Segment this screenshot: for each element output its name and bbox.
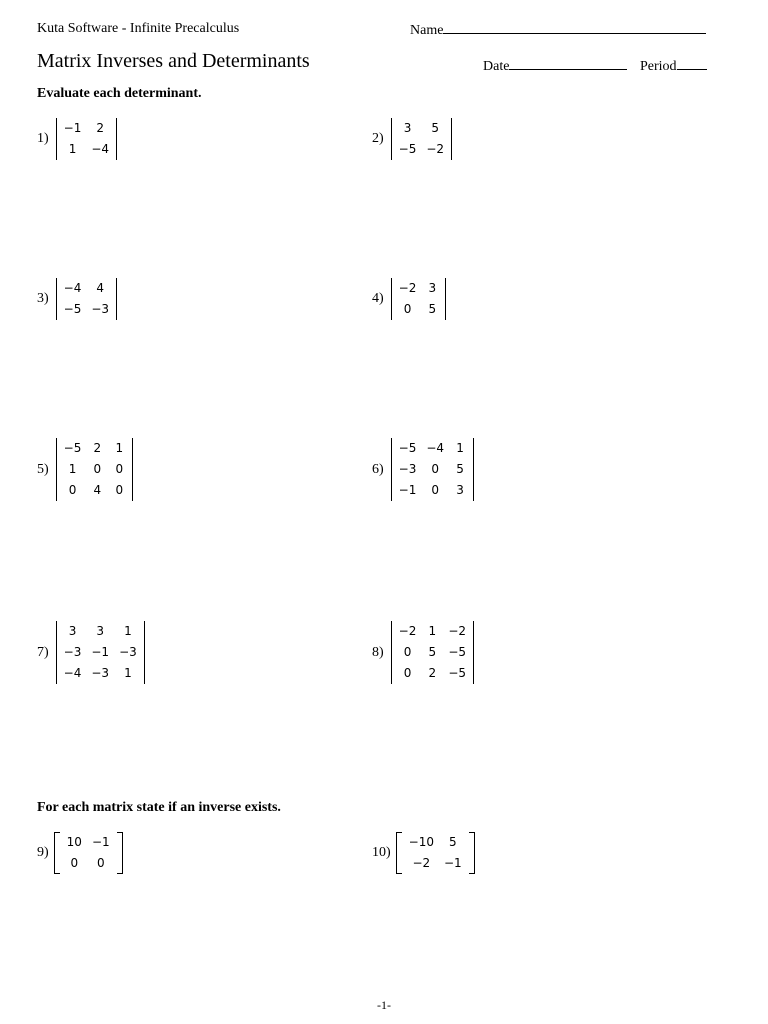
matrix-entry: 0 [115, 462, 124, 476]
matrix-entry: 0 [115, 483, 124, 497]
matrix-entry: 5 [428, 645, 437, 659]
problem-6 [372, 438, 476, 501]
matrix-entry: 1 [428, 624, 437, 638]
determinant [389, 438, 476, 501]
matrix-entry: 3 [428, 281, 437, 295]
problem-number: 10) [372, 845, 391, 860]
determinant [54, 438, 136, 501]
left-bar [391, 278, 392, 320]
right-bar [144, 621, 145, 684]
matrix-entry: 5 [456, 462, 464, 476]
section2-instruction: For each matrix state if an inverse exists. [37, 800, 281, 815]
matrix-entries [404, 832, 467, 874]
matrix-entry: −1 [444, 856, 462, 870]
matrix-entries [394, 438, 471, 501]
date-field [483, 57, 627, 75]
problem-number: 9) [37, 845, 49, 860]
left-bar [56, 438, 57, 501]
section1-instruction: Evaluate each determinant. [37, 86, 202, 101]
matrix-entry: 0 [403, 645, 412, 659]
matrix-row [62, 832, 115, 853]
matrix-entry: 0 [70, 856, 79, 870]
left-bar [391, 621, 392, 684]
problem-number: 5) [37, 461, 49, 477]
matrix-entry: 2 [93, 441, 102, 455]
matrix-row [59, 139, 114, 160]
right-bar [116, 278, 117, 320]
matrix-entry: 3 [456, 483, 464, 497]
matrix-entry: −5 [63, 441, 82, 455]
matrix-entry: 1 [456, 441, 464, 455]
matrix-row [59, 642, 142, 663]
matrix-entry: 3 [96, 624, 105, 638]
left-bar [391, 118, 392, 160]
software-name: Kuta Software - Infinite Precalculus [37, 21, 240, 36]
matrix-row [394, 459, 471, 480]
matrix-entry: 0 [431, 483, 440, 497]
period-field [640, 57, 707, 75]
matrix-entry: 0 [431, 462, 440, 476]
problem-number: 6) [372, 461, 384, 477]
matrix-entry: 0 [403, 302, 412, 316]
matrix-row [59, 438, 131, 459]
date-line [509, 57, 627, 70]
matrix-row [404, 832, 467, 853]
problem-10 [372, 832, 475, 874]
matrix-entry: 0 [68, 483, 77, 497]
matrix-entry: 0 [96, 856, 105, 870]
matrix-entry: −2 [412, 856, 431, 870]
matrix-row [59, 118, 114, 139]
page-title: Matrix Inverses and Determinants [37, 50, 310, 72]
matrix-entry: −3 [91, 302, 110, 316]
matrix-entry: −1 [398, 483, 417, 497]
matrix-entry: 0 [403, 666, 412, 680]
problem-number: 7) [37, 644, 49, 660]
matrix-entry: −1 [63, 121, 82, 135]
matrix-entry: 1 [115, 441, 124, 455]
determinant [389, 621, 476, 684]
matrix-row [394, 663, 471, 684]
left-bar [56, 278, 57, 320]
problem-number: 2) [372, 131, 384, 146]
matrix-row [394, 480, 471, 501]
matrix-entry: 5 [428, 302, 437, 316]
matrix-entry: −4 [91, 142, 110, 156]
matrix-row [394, 642, 471, 663]
matrix-entry: −5 [448, 645, 467, 659]
matrix-entry: −4 [426, 441, 445, 455]
determinant [54, 118, 119, 160]
matrix-entry: −10 [408, 835, 434, 849]
name-field [410, 21, 706, 39]
right-bar [132, 438, 133, 501]
determinant [54, 621, 147, 684]
period-label: Period [640, 59, 677, 74]
matrix-entry: −4 [63, 281, 82, 295]
matrix-entry: 5 [449, 835, 457, 849]
matrix-entries [394, 621, 471, 684]
matrix-entry: −3 [91, 666, 110, 680]
matrix-entries [59, 438, 131, 501]
matrix-entry: 2 [96, 121, 105, 135]
matrix-entry: 3 [403, 121, 412, 135]
right-bar [473, 621, 474, 684]
left-bar [391, 438, 392, 501]
name-label: Name [410, 23, 444, 38]
right-bracket [469, 832, 475, 874]
problem-number: 1) [37, 131, 49, 146]
matrix [396, 832, 475, 874]
date-label: Date [483, 59, 510, 74]
left-bracket [54, 832, 60, 874]
matrix-entries [59, 621, 142, 684]
matrix-entry: −2 [398, 624, 417, 638]
matrix-row [394, 139, 449, 160]
matrix-entry: 3 [68, 624, 77, 638]
right-bracket [117, 832, 123, 874]
matrix-row [59, 278, 114, 299]
matrix-entry: 1 [68, 462, 77, 476]
matrix-row [394, 278, 444, 299]
matrix-entry: −3 [63, 645, 82, 659]
problem-9 [37, 832, 123, 874]
matrix-entry: −3 [398, 462, 417, 476]
matrix-row [394, 299, 444, 320]
problem-5 [37, 438, 135, 501]
matrix-entries [394, 118, 449, 160]
matrix-row [59, 663, 142, 684]
matrix-row [394, 118, 449, 139]
matrix-entry: 1 [124, 624, 132, 638]
problem-3 [37, 278, 119, 320]
left-bar [56, 118, 57, 160]
matrix-entry: −4 [63, 666, 82, 680]
matrix-entries [394, 278, 444, 320]
matrix-entry: −2 [448, 624, 467, 638]
problem-4 [372, 278, 448, 320]
matrix-entry: −2 [398, 281, 417, 295]
matrix-entry: −5 [448, 666, 467, 680]
matrix-entries [59, 278, 114, 320]
problem-2 [372, 118, 454, 160]
name-line [443, 21, 706, 34]
matrix-entry: −5 [398, 441, 417, 455]
matrix-row [59, 621, 142, 642]
matrix-row [59, 480, 131, 501]
matrix-entry: 2 [428, 666, 437, 680]
problem-1 [37, 118, 119, 160]
matrix-entry: −1 [91, 835, 110, 849]
left-bracket [396, 832, 402, 874]
period-line [677, 57, 707, 70]
matrix-entries [62, 832, 115, 874]
problem-number: 4) [372, 291, 384, 306]
matrix-row [59, 459, 131, 480]
matrix-row [62, 853, 115, 874]
matrix-entry: −5 [63, 302, 82, 316]
right-bar [473, 438, 474, 501]
matrix-row [394, 438, 471, 459]
determinant [389, 118, 454, 160]
matrix-entry: −5 [398, 142, 417, 156]
problem-number: 3) [37, 291, 49, 306]
problem-7 [37, 621, 147, 684]
matrix-entry: 5 [431, 121, 440, 135]
matrix-entry: 10 [66, 835, 82, 849]
matrix-row [394, 621, 471, 642]
matrix-entry: 4 [93, 483, 102, 497]
right-bar [116, 118, 117, 160]
matrix-row [404, 853, 467, 874]
matrix-entry: −1 [91, 645, 110, 659]
right-bar [445, 278, 446, 320]
determinant [389, 278, 449, 320]
right-bar [451, 118, 452, 160]
problem-number: 8) [372, 644, 384, 660]
matrix-row [59, 299, 114, 320]
matrix-entry: 1 [124, 666, 132, 680]
matrix-entry: 1 [68, 142, 77, 156]
problem-8 [372, 621, 476, 684]
left-bar [56, 621, 57, 684]
matrix-entry: −3 [119, 645, 137, 659]
matrix-entries [59, 118, 114, 160]
matrix-entry: −2 [426, 142, 445, 156]
matrix-entry: 0 [93, 462, 102, 476]
determinant [54, 278, 119, 320]
page-number: -1- [377, 998, 391, 1012]
matrix [54, 832, 123, 874]
matrix-entry: 4 [96, 281, 105, 295]
